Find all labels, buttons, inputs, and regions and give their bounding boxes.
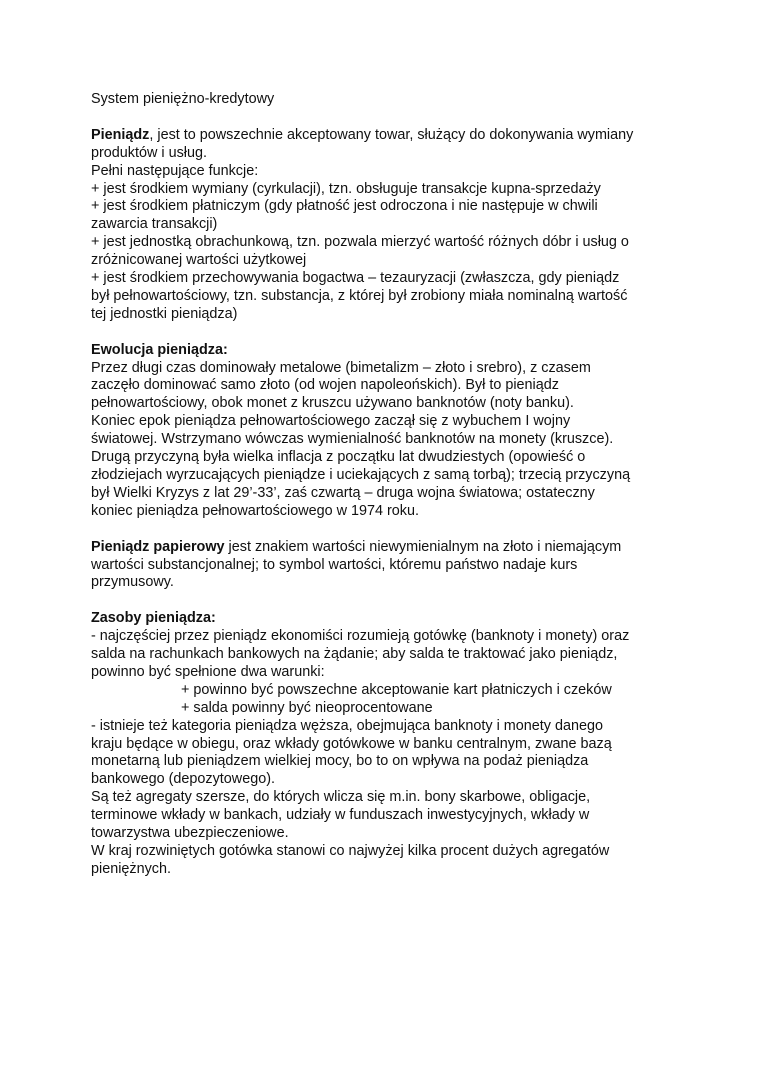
money-supply-line: W kraj rozwiniętych gotówka stanowi co najwyżej kilka procent dużych agregatów — [91, 843, 610, 859]
function-item: tej jednostki pieniądza) — [91, 305, 238, 322]
money-supply-line: pieniężnych. — [91, 860, 171, 877]
spacer — [91, 324, 681, 342]
paper-money-lead-term: Pieniądz papierowy — [91, 538, 225, 555]
function-item: + jest środkiem płatniczym (gdy płatność jest odroczona i nie następuje w chwili — [91, 198, 598, 215]
money-supply-line: powinno być spełnione dwa warunki: — [91, 663, 325, 680]
money-supply-line: towarzystwa ubezpieczeniowe. — [91, 825, 289, 842]
evolution-line: Przez długi czas dominowały metalowe (bimetalizm – złoto i srebro), z czasem — [91, 359, 591, 376]
money-supply-line: kraju będące w obiegu, oraz wkłady gotówkowe w banku centralnym, zwane bazą — [91, 735, 612, 752]
condition-item: + powinno być powszechne akceptowanie kart płatniczych i czeków — [181, 681, 612, 698]
intro-line: Pełni następujące funkcje: — [91, 162, 259, 179]
money-supply-line: - istnieje też kategoria pieniądza węższa, obejmująca banknoty i monety danego — [91, 717, 603, 734]
paper-money-line: wartości substancjonalnej; to symbol wartości, któremu państwo nadaje kurs — [91, 556, 578, 573]
evolution-line: koniec pieniądza pełnowartościowego w 1974 roku. — [91, 502, 419, 519]
money-supply-heading: Zasoby pieniądza: — [91, 610, 216, 627]
money-supply-line: Są też agregaty szersze, do których wlicza się m.in. bony skarbowe, obligacje, — [91, 789, 591, 806]
function-item: + jest środkiem wymiany (cyrkulacji), tzn. obsługuje transakcje kupna-sprzedaży — [91, 180, 601, 197]
money-supply-line: terminowe wkłady w bankach, udziały w funduszach inwestycyjnych, wkłady w — [91, 807, 590, 824]
evolution-line: Koniec epok pieniądza pełnowartościowego zaczął się z wybuchem I wojny — [91, 413, 571, 430]
paper-money-text: jest znakiem wartości niewymienialnym na złoto i niemającym — [224, 538, 622, 555]
evolution-line: złodziejach wyrzucających pieniądze i uciekających z samą torbą); trzecią przyczyną — [91, 467, 631, 483]
function-item: + jest jednostką obrachunkową, tzn. pozwala mierzyć wartość różnych dóbr i usług o — [91, 234, 629, 251]
document-title: System pieniężno-kredytowy — [91, 91, 275, 107]
document-page — [91, 91, 681, 879]
intro-text: , jest to powszechnie akceptowany towar, służący do dokonywania wymiany — [149, 126, 634, 143]
money-supply-line: - najczęściej przez pieniądz ekonomiści rozumieją gotówkę (banknoty i monety) oraz — [91, 628, 630, 645]
function-item: + jest środkiem przechowywania bogactwa – tezauryzacji (zwłaszcza, gdy pieniądz — [91, 270, 620, 287]
spacer — [91, 592, 681, 610]
condition-item: + salda powinny być nieoprocentowane — [181, 699, 433, 716]
paper-money-line: przymusowy. — [91, 574, 174, 591]
function-item: zróżnicowanej wartości użytkowej — [91, 252, 307, 269]
evolution-line: pełnowartościowy, obok monet z kruszcu używano banknotów (noty banku). — [91, 395, 574, 412]
evolution-line: był Wielki Kryzys z lat 29’-33’, zaś czwartą – druga wojna światowa; ostateczny — [91, 484, 595, 501]
money-supply-line: bankowego (depozytowego). — [91, 771, 276, 788]
intro-line: produktów i usług. — [91, 144, 207, 161]
evolution-line: światowej. Wstrzymano wówczas wymienialność banknotów na monety (kruszce). — [91, 431, 614, 448]
money-supply-line: monetarną lub pieniądzem wielkiej mocy, bo to on wpływa na podaż pieniądza — [91, 753, 589, 770]
function-item: był pełnowartościowy, tzn. substancja, z której był zrobiony miała nominalną wartość — [91, 287, 628, 304]
evolution-heading: Ewolucja pieniądza: — [91, 341, 228, 358]
intro-lead-term: Pieniądz — [91, 126, 150, 143]
spacer — [91, 109, 681, 127]
function-item: zawarcia transakcji) — [91, 216, 218, 233]
evolution-line: zaczęło dominować samo złoto (od wojen napoleońskich). Był to pieniądz — [91, 377, 559, 394]
spacer — [91, 521, 681, 539]
evolution-line: Drugą przyczyną była wielka inflacja z początku lat dwudziestych (opowieść o — [91, 449, 586, 466]
money-supply-line: salda na rachunkach bankowych na żądanie; aby salda te traktować jako pieniądz, — [91, 646, 618, 663]
intro-line-1 — [91, 127, 681, 145]
paper-money-line-1 — [91, 539, 681, 557]
